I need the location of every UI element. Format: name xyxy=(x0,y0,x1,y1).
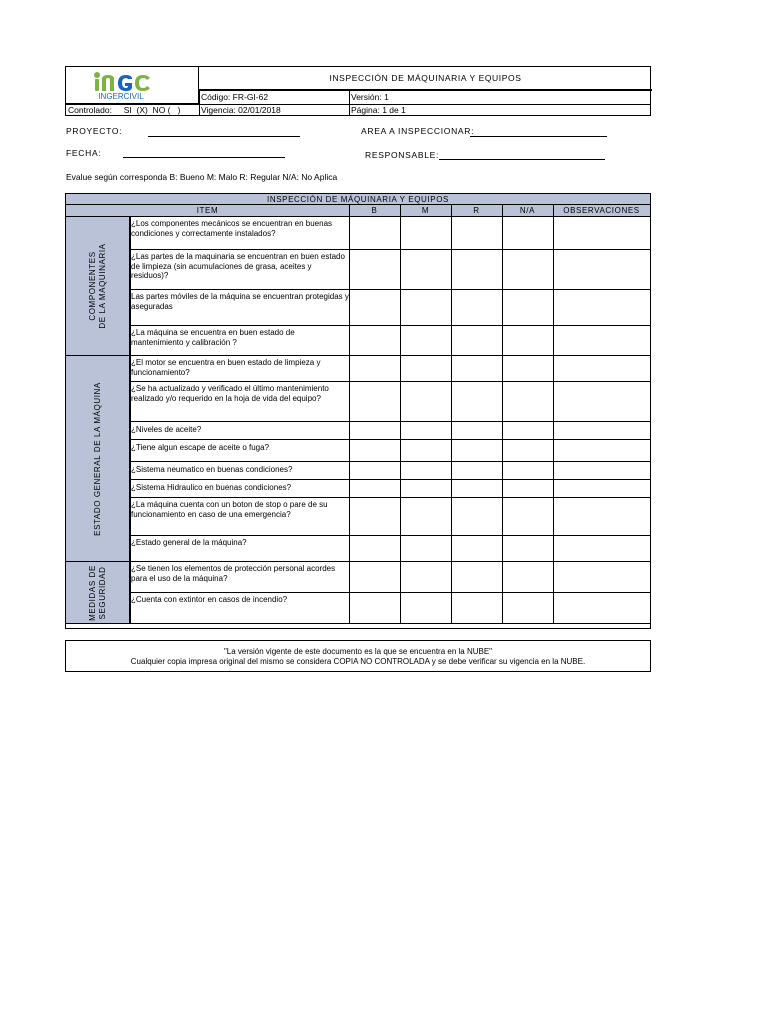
rating-cell-observaciones[interactable] xyxy=(553,250,650,289)
section-label: COMPONENTES DE LA MAQUINARIA xyxy=(87,243,107,329)
rating-cell-observaciones[interactable] xyxy=(553,326,650,355)
col-header-r: R xyxy=(451,205,502,216)
rating-cell-na[interactable] xyxy=(502,326,553,355)
pagina-cell: Página: 1 de 1 xyxy=(351,105,406,115)
rating-cell-observaciones[interactable] xyxy=(553,290,650,325)
rating-cell-na[interactable] xyxy=(502,217,553,249)
rating-cell-na[interactable] xyxy=(502,250,553,289)
rating-cell-m[interactable] xyxy=(400,356,451,381)
company-logo xyxy=(66,67,199,104)
rating-cell-b[interactable] xyxy=(349,462,400,479)
item-question: Las partes móviles de la máquina se encuentran protegidas y aseguradas xyxy=(131,292,349,311)
rating-cell-m[interactable] xyxy=(400,382,451,421)
col-header-item: ITEM xyxy=(66,205,349,216)
table-row xyxy=(130,217,650,250)
rating-cell-na[interactable] xyxy=(502,536,553,561)
item-question: ¿Las partes de la maquinaria se encuentran en buen estado de limpieza (sin acumulaciones de grasa, aceites y residuos)? xyxy=(131,252,345,280)
rating-cell-observaciones[interactable] xyxy=(553,562,650,592)
column-divider xyxy=(502,205,503,624)
rating-cell-b[interactable] xyxy=(349,480,400,497)
rating-cell-na[interactable] xyxy=(502,562,553,592)
rating-cell-b[interactable] xyxy=(349,290,400,325)
section-label-cell xyxy=(66,562,130,624)
proyecto-label: PROYECTO: xyxy=(66,126,123,136)
rating-cell-b[interactable] xyxy=(349,217,400,249)
col-header-observaciones: OBSERVACIONES xyxy=(553,205,650,216)
rating-cell-b[interactable] xyxy=(349,440,400,461)
table-row xyxy=(130,536,650,562)
rating-cell-m[interactable] xyxy=(400,326,451,355)
version-cell: Versión: 1 xyxy=(351,92,389,102)
table-row xyxy=(130,480,650,498)
rating-cell-m[interactable] xyxy=(400,217,451,249)
rating-cell-b[interactable] xyxy=(349,250,400,289)
item-question: ¿Sistema neumatico en buenas condiciones? xyxy=(131,465,293,474)
rating-cell-r[interactable] xyxy=(451,422,502,439)
rating-cell-b[interactable] xyxy=(349,536,400,561)
col-header-m: M xyxy=(400,205,451,216)
item-question: ¿La máquina se encuentra en buen estado de mantenimiento y calibración ? xyxy=(131,328,295,347)
rating-cell-r[interactable] xyxy=(451,480,502,497)
rating-cell-b[interactable] xyxy=(349,326,400,355)
rating-cell-na[interactable] xyxy=(502,290,553,325)
rating-cell-observaciones[interactable] xyxy=(553,356,650,381)
column-divider xyxy=(553,205,554,624)
rating-cell-na[interactable] xyxy=(502,462,553,479)
rating-cell-m[interactable] xyxy=(400,536,451,561)
column-divider xyxy=(130,216,131,624)
rating-cell-na[interactable] xyxy=(502,356,553,381)
table-row xyxy=(130,290,650,326)
table-row xyxy=(130,462,650,480)
codigo-cell: Código: FR-GI-62 xyxy=(201,92,269,102)
col-header-b: B xyxy=(349,205,400,216)
version-note-line1: "La versión vigente de este documento es la que se encuentra en la NUBE" xyxy=(223,647,493,656)
document-title: INSPECCIÓN DE MÁQUINARIA Y EQUIPOS xyxy=(199,67,652,90)
rating-cell-observaciones[interactable] xyxy=(553,498,650,535)
item-question: ¿Tiene algun escape de aceite o fuga? xyxy=(131,443,270,452)
table-row xyxy=(130,440,650,462)
rating-cell-r[interactable] xyxy=(451,326,502,355)
item-question: ¿Se ha actualizado y verificado el último mantenimiento realizado y/o requerido en la hoja de vida del equipo? xyxy=(131,384,329,403)
table-row xyxy=(130,593,650,624)
rating-cell-r[interactable] xyxy=(451,382,502,421)
rating-cell-observaciones[interactable] xyxy=(553,422,650,439)
rating-cell-m[interactable] xyxy=(400,422,451,439)
item-question: ¿Los componentes mecánicos se encuentran en buenas condiciones y correctamente instalados? xyxy=(131,219,333,238)
section-label: MEDIDAS DE SEGURIDAD xyxy=(87,564,107,621)
rating-cell-m[interactable] xyxy=(400,250,451,289)
rating-cell-na[interactable] xyxy=(502,593,553,623)
rating-cell-na[interactable] xyxy=(502,498,553,535)
area-label: AREA A INSPECCIONAR: xyxy=(361,126,475,136)
section-label-cell xyxy=(66,217,130,356)
rating-cell-m[interactable] xyxy=(400,480,451,497)
rating-cell-r[interactable] xyxy=(451,217,502,249)
evaluation-instruction: Evalue según corresponda B: Bueno M: Malo R: Regular N/A: No Aplica xyxy=(66,172,338,182)
fecha-label: FECHA: xyxy=(66,148,102,158)
rating-cell-observaciones[interactable] xyxy=(553,462,650,479)
rating-cell-b[interactable] xyxy=(349,356,400,381)
rating-cell-observaciones[interactable] xyxy=(553,440,650,461)
table-row xyxy=(130,326,650,356)
table-row xyxy=(130,356,650,382)
item-question: ¿El motor se encuentra en buen estado de limpieza y funcionamiento? xyxy=(131,358,321,377)
item-question: ¿Estado general de la máquina? xyxy=(131,538,247,547)
rating-cell-r[interactable] xyxy=(451,562,502,592)
rating-cell-b[interactable] xyxy=(349,593,400,623)
table-title: INSPECCIÓN DE MÁQUINARIA Y EQUIPOS xyxy=(66,194,650,205)
rating-cell-r[interactable] xyxy=(451,536,502,561)
controlado-cell: Controlado: SI (X) NO ( ) xyxy=(68,105,181,115)
ingercivil-logo-icon xyxy=(66,67,197,103)
rating-cell-observaciones[interactable] xyxy=(553,536,650,561)
rating-cell-observaciones[interactable] xyxy=(553,593,650,623)
rating-cell-na[interactable] xyxy=(502,382,553,421)
area-input-line[interactable] xyxy=(470,136,607,137)
column-divider xyxy=(400,205,401,624)
section-label: ESTADO GENERAL DE LA MÁQUINA xyxy=(92,381,102,536)
rating-cell-m[interactable] xyxy=(400,290,451,325)
fecha-input-line[interactable] xyxy=(123,157,285,158)
rating-cell-b[interactable] xyxy=(349,382,400,421)
table-row xyxy=(130,382,650,422)
item-question: ¿Cuenta con extintor en casos de incendio? xyxy=(131,595,288,604)
rating-cell-observaciones[interactable] xyxy=(553,382,650,421)
rating-cell-m[interactable] xyxy=(400,562,451,592)
rating-cell-r[interactable] xyxy=(451,462,502,479)
rating-cell-r[interactable] xyxy=(451,356,502,381)
rating-cell-b[interactable] xyxy=(349,422,400,439)
proyecto-input-line[interactable] xyxy=(148,136,300,137)
table-row xyxy=(130,250,650,290)
rating-cell-r[interactable] xyxy=(451,440,502,461)
rating-cell-m[interactable] xyxy=(400,462,451,479)
rating-cell-r[interactable] xyxy=(451,593,502,623)
column-divider xyxy=(451,205,452,624)
col-header-na: N/A xyxy=(502,205,553,216)
table-row xyxy=(130,562,650,593)
rating-cell-na[interactable] xyxy=(502,422,553,439)
rating-cell-observaciones[interactable] xyxy=(553,480,650,497)
inspection-table xyxy=(65,193,651,629)
rating-cell-r[interactable] xyxy=(451,250,502,289)
rating-cell-b[interactable] xyxy=(349,498,400,535)
responsable-input-line[interactable] xyxy=(439,159,605,160)
logo-text: INGERCIVIL xyxy=(98,92,144,101)
version-note xyxy=(65,640,651,672)
item-question: ¿Sistema Hidraulico en buenas condiciones? xyxy=(131,483,292,492)
rating-cell-b[interactable] xyxy=(349,562,400,592)
table-row xyxy=(130,498,650,536)
item-question: ¿La máquina cuenta con un boton de stop o pare de su funcionamiento en caso de una emergencia? xyxy=(131,500,328,519)
rating-cell-na[interactable] xyxy=(502,440,553,461)
rating-cell-r[interactable] xyxy=(451,498,502,535)
document-header xyxy=(65,66,651,116)
rating-cell-m[interactable] xyxy=(400,498,451,535)
responsable-label: RESPONSABLE: xyxy=(365,150,440,160)
vigencia-cell: Vigencia: 02/01/2018 xyxy=(201,105,281,115)
item-question: ¿Se tienen los elementos de protección personal acordes para el uso de la máquina? xyxy=(131,564,336,583)
rating-cell-r[interactable] xyxy=(451,290,502,325)
rating-cell-observaciones[interactable] xyxy=(553,217,650,249)
table-row xyxy=(130,422,650,440)
rating-cell-na[interactable] xyxy=(502,480,553,497)
rating-cell-m[interactable] xyxy=(400,440,451,461)
item-question: ¿Niveles de aceite? xyxy=(131,425,202,434)
version-note-line2: Cualquier copia impresa original del mismo se considera COPIA NO CONTROLADA y se debe verificar su vigencia en la NUBE. xyxy=(130,657,586,666)
column-divider xyxy=(349,205,350,624)
rating-cell-m[interactable] xyxy=(400,593,451,623)
section-label-cell xyxy=(66,356,130,562)
